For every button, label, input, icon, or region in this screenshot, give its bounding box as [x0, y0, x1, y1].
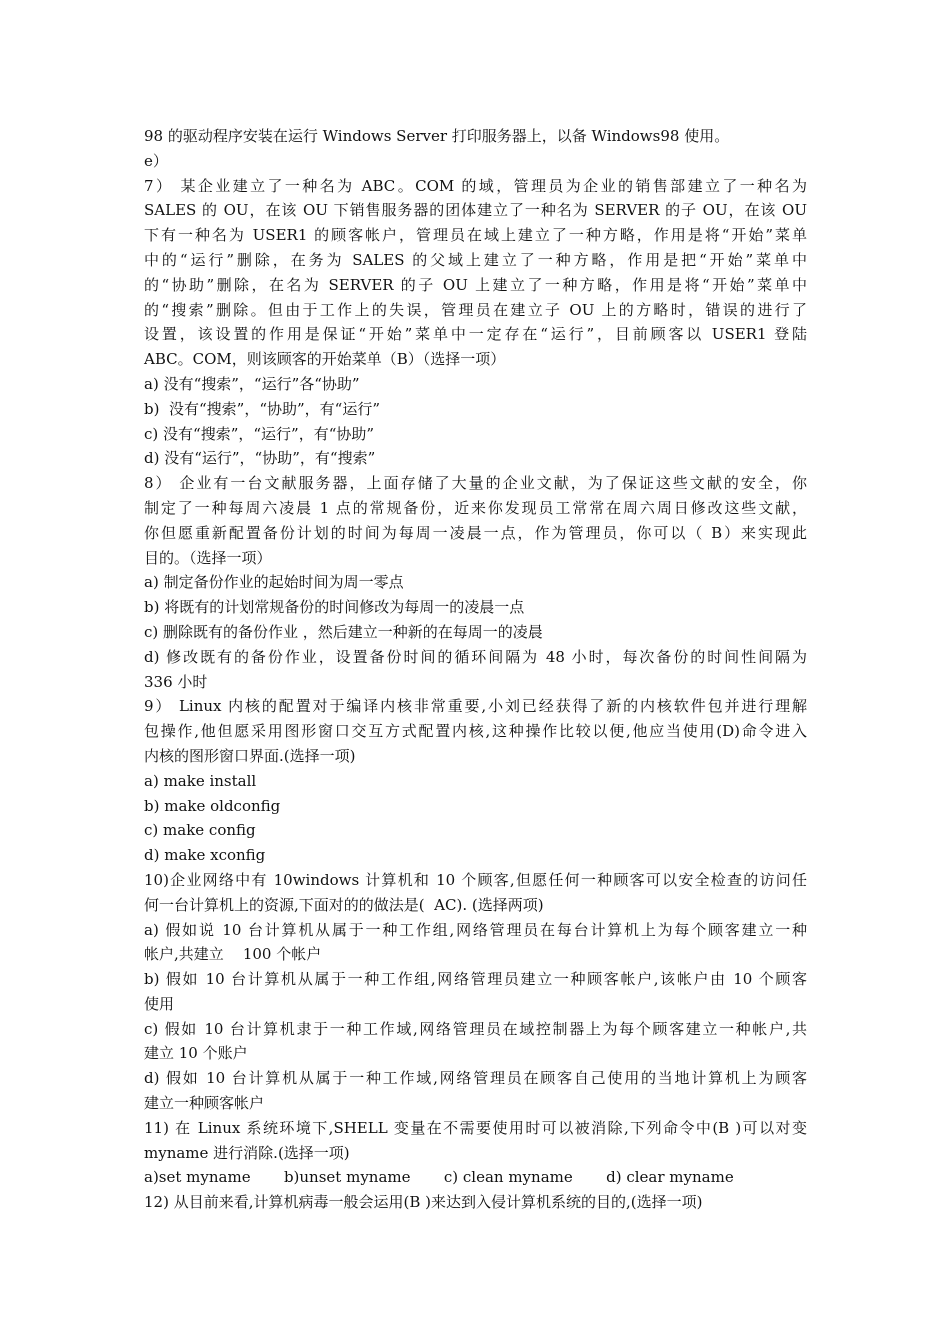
text-line: 使用 — [144, 994, 175, 1013]
option-d: d) 假如 10 台计算机从属于一种工作域,网络管理员在顾客自己使用的当地计算机上为顾客 — [144, 1069, 807, 1088]
text-line: 的“搜索”删除。但由于工作上的失误，管理员在建立子 OU 上的方略时，错误的进行了 — [144, 300, 807, 319]
option-a: a) 假如说 10 台计算机从属于一种工作组,网络管理员在每台计算机上为每个顾客建立一种 — [144, 920, 807, 939]
option-c: c) 删除既有的备份作业 ，然后建立一种新的在每周一的凌晨 — [144, 622, 543, 641]
text-line: ABC。COM，则该顾客的开始菜单（B）（选择一项） — [144, 350, 506, 369]
option-c: c) 假如 10 台计算机隶于一种工作域,网络管理员在域控制器上为每个顾客建立一种帐户,共 — [144, 1019, 807, 1038]
option-d: d) 修改既有的备份作业，设置备份时间的循环间隔为 48 小时，每次备份的时间性间隔为 — [144, 647, 807, 666]
text-line: 98 的驱动程序安装在运行 Windows Server 打印服务器上，以备 Windows98 使用。 — [144, 127, 730, 145]
text-line: 你但愿重新配置备份计划的时间为每周一凌晨一点，作为管理员，你可以（ B）来实现此 — [144, 523, 807, 542]
question-9-text: 9） Linux 内核的配置对于编译内核非常重要,小刘已经获得了新的内核软件包并进行理解 — [144, 697, 807, 716]
text-line: 336 小时 — [144, 672, 208, 691]
text-line: 包操作,他但愿采用图形窗口交互方式配置内核,这种操作比较以便,他应当使用(D)命令进入 — [144, 722, 807, 741]
question-8-text: 8） 企业有一台文献服务器，上面存储了大量的企业文献，为了保证这些文献的安全，你 — [144, 474, 807, 493]
option-d: d) 没有“运行”，“协助”，有“搜索” — [144, 449, 376, 468]
question-12-text: 12) 从目前来看,计算机病毒一般会运用(B )来达到入侵计算机系统的目的,(选择一项) — [144, 1193, 703, 1212]
text-line: 目的。（选择一项） — [144, 548, 272, 567]
option-d: d) make xconfig — [144, 846, 266, 865]
text-line: 建立一种顾客帐户 — [144, 1094, 265, 1113]
text-line: 建立 10 个账户 — [144, 1044, 248, 1063]
option-a: a) 制定备份作业的起始时间为周一零点 — [144, 573, 404, 592]
question-7-text: 7） 某企业建立了一种名为 ABC。COM 的域，管理员为企业的销售部建立了一种名为 — [144, 176, 807, 195]
text-line: SALES 的 OU，在该 OU 下销售服务器的团体建立了一种名为 SERVER 的子 OU，在该 OU — [144, 201, 807, 220]
option-c: c) 没有“搜索”，“运行”，有“协助” — [144, 424, 375, 443]
text-line: 的“协助”删除，在名为 SERVER 的子 OU 上建立了一种方略，作用是将“开始”菜单中 — [144, 275, 807, 294]
options-row: a)set myname b)unset myname c) clean myname d) clear myname — [144, 1168, 734, 1187]
option-b: b) make oldconfig — [144, 796, 281, 815]
option-a: a) 没有“搜索”，“运行”各“协助” — [144, 374, 360, 393]
text-line: 内核的图形窗口界面.(选择一项) — [144, 746, 356, 765]
question-11-text: 11) 在 Linux 系统环境下,SHELL 变量在不需要使用时可以被消除,下列命令中(B )可以对变 — [144, 1118, 807, 1137]
option-b: b) 假如 10 台计算机从属于一种工作组,网络管理员建立一种顾客帐户,该帐户由 10 个顾客 — [144, 970, 807, 989]
text-line: 中的“运行”删除，在务为 SALES 的父域上建立了一种方略，作用是把“开始”菜单中 — [144, 250, 807, 269]
text-line: 下有一种名为 USER1 的顾客帐户，管理员在域上建立了一种方略，作用是将“开始”菜单 — [144, 226, 807, 245]
text-line: 何一台计算机上的资源,下面对的的做法是( AC). (选择两项) — [144, 895, 544, 914]
text-line: 制定了一种每周六凌晨 1 点的常规备份，近来你发现员工常常在周六周日修改这些文献， — [144, 498, 807, 517]
text-line: 帐户,共建立 100 个帐户 — [144, 945, 322, 964]
option-a: a) make install — [144, 771, 257, 790]
document-body — [144, 124, 807, 1215]
text-line: myname 进行消除.(选择一项) — [144, 1143, 350, 1162]
text-line: e） — [144, 151, 168, 170]
option-c: c) make config — [144, 821, 256, 840]
option-b: b) 将既有的计划常规备份的时间修改为每周一的凌晨一点 — [144, 598, 525, 617]
option-b: b) 没有“搜索”，“协助”，有“运行” — [144, 399, 381, 418]
text-line: 设置，该设置的作用是保证“开始”菜单中一定存在“运行”，目前顾客以 USER1 登陆 — [144, 325, 807, 344]
question-10-text: 10)企业网络中有 10windows 计算机和 10 个顾客,但愿任何一种顾客可以安全检查的访问任 — [144, 870, 807, 889]
